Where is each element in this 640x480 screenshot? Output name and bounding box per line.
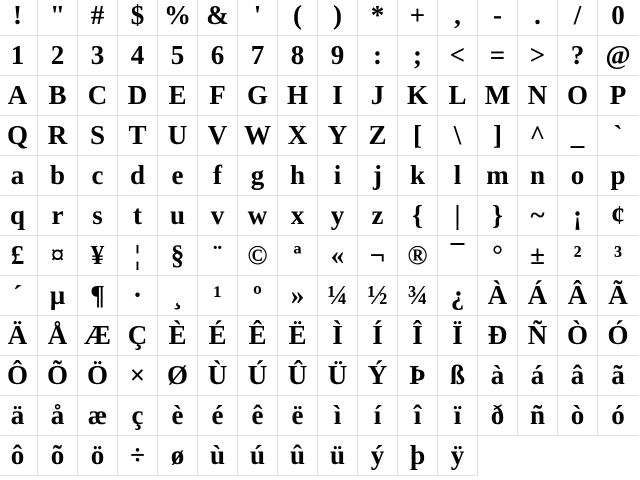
glyph-cell[interactable]: u [158, 196, 198, 236]
glyph-cell[interactable]: ý [358, 436, 398, 476]
glyph-cell[interactable]: K [398, 76, 438, 116]
glyph-cell[interactable]: = [478, 36, 518, 76]
glyph-cell[interactable]: ¤ [38, 236, 78, 276]
glyph-cell[interactable]: Ë [278, 316, 318, 356]
glyph-cell[interactable]: \ [438, 116, 478, 156]
glyph-cell[interactable]: $ [118, 0, 158, 36]
glyph-cell[interactable]: ò [558, 396, 598, 436]
glyph-cell[interactable]: ÷ [118, 436, 158, 476]
glyph-cell[interactable]: Ð [478, 316, 518, 356]
glyph-cell[interactable]: þ [398, 436, 438, 476]
glyph-cell[interactable]: Â [558, 276, 598, 316]
glyph-cell[interactable]: # [78, 0, 118, 36]
glyph-cell[interactable]: ð [478, 396, 518, 436]
glyph-cell[interactable]: Ò [558, 316, 598, 356]
glyph-cell[interactable]: á [518, 356, 558, 396]
glyph-cell[interactable]: ë [278, 396, 318, 436]
glyph-cell[interactable]: H [278, 76, 318, 116]
glyph-cell[interactable]: | [438, 196, 478, 236]
glyph-cell[interactable]: 1 [0, 36, 38, 76]
glyph-cell[interactable]: Ó [598, 316, 638, 356]
glyph-cell[interactable]: Ã [598, 276, 638, 316]
glyph-cell[interactable]: Ø [158, 356, 198, 396]
glyph-cell[interactable]: m [478, 156, 518, 196]
glyph-cell[interactable]: U [158, 116, 198, 156]
glyph-cell[interactable]: ~ [518, 196, 558, 236]
glyph-cell[interactable]: Þ [398, 356, 438, 396]
glyph-cell[interactable]: Ñ [518, 316, 558, 356]
glyph-cell[interactable]: ÿ [438, 436, 478, 476]
glyph-cell[interactable]: ô [0, 436, 38, 476]
glyph-cell[interactable]: i [318, 156, 358, 196]
glyph-cell[interactable]: , [438, 0, 478, 36]
glyph-cell[interactable]: { [398, 196, 438, 236]
glyph-cell[interactable]: D [118, 76, 158, 116]
glyph-cell[interactable]: b [38, 156, 78, 196]
glyph-cell[interactable]: ( [278, 0, 318, 36]
glyph-cell[interactable]: í [358, 396, 398, 436]
glyph-cell[interactable]: e [158, 156, 198, 196]
glyph-cell[interactable]: ¥ [78, 236, 118, 276]
glyph-cell[interactable]: ¦ [118, 236, 158, 276]
glyph-cell[interactable]: 9 [318, 36, 358, 76]
glyph-cell[interactable]: ¡ [558, 196, 598, 236]
glyph-cell[interactable]: ¶ [78, 276, 118, 316]
glyph-cell[interactable]: « [318, 236, 358, 276]
glyph-cell[interactable]: ù [198, 436, 238, 476]
glyph-cell[interactable]: § [158, 236, 198, 276]
glyph-cell[interactable]: d [118, 156, 158, 196]
glyph-cell[interactable]: £ [0, 236, 38, 276]
glyph-cell[interactable]: S [78, 116, 118, 156]
glyph-cell[interactable]: 0 [598, 0, 638, 36]
glyph-cell[interactable]: P [598, 76, 638, 116]
glyph-cell[interactable]: l [438, 156, 478, 196]
glyph-cell[interactable]: é [198, 396, 238, 436]
glyph-cell[interactable]: & [198, 0, 238, 36]
glyph-cell[interactable]: ® [398, 236, 438, 276]
glyph-cell[interactable]: û [278, 436, 318, 476]
glyph-cell[interactable]: É [198, 316, 238, 356]
glyph-cell[interactable]: w [238, 196, 278, 236]
glyph-cell[interactable]: Y [318, 116, 358, 156]
glyph-cell[interactable]: ç [118, 396, 158, 436]
glyph-cell[interactable]: Ï [438, 316, 478, 356]
glyph-cell[interactable]: c [78, 156, 118, 196]
glyph-cell[interactable]: N [518, 76, 558, 116]
glyph-cell[interactable]: ! [0, 0, 38, 36]
glyph-cell[interactable]: W [238, 116, 278, 156]
glyph-cell[interactable]: ´ [0, 276, 38, 316]
glyph-cell[interactable]: î [398, 396, 438, 436]
glyph-cell[interactable]: ì [318, 396, 358, 436]
glyph-cell[interactable]: 4 [118, 36, 158, 76]
glyph-cell[interactable]: I [318, 76, 358, 116]
glyph-cell[interactable]: G [238, 76, 278, 116]
glyph-cell[interactable]: t [118, 196, 158, 236]
glyph-cell[interactable]: ¬ [358, 236, 398, 276]
glyph-cell[interactable]: V [198, 116, 238, 156]
glyph-cell[interactable]: ä [0, 396, 38, 436]
glyph-cell[interactable]: Q [0, 116, 38, 156]
glyph-cell[interactable]: } [478, 196, 518, 236]
glyph-cell[interactable]: ] [478, 116, 518, 156]
glyph-cell[interactable]: _ [558, 116, 598, 156]
glyph-cell[interactable]: 7 [238, 36, 278, 76]
glyph-cell[interactable]: v [198, 196, 238, 236]
glyph-cell[interactable]: ö [78, 436, 118, 476]
glyph-cell[interactable]: ¾ [398, 276, 438, 316]
glyph-cell[interactable]: ' [238, 0, 278, 36]
glyph-cell[interactable]: - [478, 0, 518, 36]
glyph-cell[interactable]: 6 [198, 36, 238, 76]
glyph-cell[interactable]: h [278, 156, 318, 196]
glyph-cell[interactable]: Ç [118, 316, 158, 356]
glyph-cell[interactable]: ü [318, 436, 358, 476]
glyph-cell[interactable]: ê [238, 396, 278, 436]
glyph-cell[interactable]: ¢ [598, 196, 638, 236]
glyph-cell[interactable]: Ü [318, 356, 358, 396]
glyph-cell[interactable]: O [558, 76, 598, 116]
glyph-cell[interactable]: Û [278, 356, 318, 396]
glyph-cell[interactable]: ^ [518, 116, 558, 156]
glyph-cell[interactable]: p [598, 156, 638, 196]
glyph-cell[interactable]: · [118, 276, 158, 316]
glyph-cell[interactable]: ² [558, 236, 598, 276]
glyph-cell[interactable]: ) [318, 0, 358, 36]
glyph-cell[interactable]: k [398, 156, 438, 196]
glyph-cell[interactable]: [ [398, 116, 438, 156]
glyph-cell[interactable]: f [198, 156, 238, 196]
glyph-cell[interactable]: + [398, 0, 438, 36]
glyph-cell[interactable]: È [158, 316, 198, 356]
glyph-cell[interactable]: z [358, 196, 398, 236]
glyph-cell[interactable]: ß [438, 356, 478, 396]
glyph-cell[interactable]: 2 [38, 36, 78, 76]
glyph-cell[interactable]: n [518, 156, 558, 196]
glyph-cell[interactable]: Ú [238, 356, 278, 396]
glyph-cell[interactable]: ¿ [438, 276, 478, 316]
glyph-cell[interactable]: x [278, 196, 318, 236]
glyph-cell[interactable]: R [38, 116, 78, 156]
glyph-cell[interactable]: Í [358, 316, 398, 356]
glyph-cell[interactable]: â [558, 356, 598, 396]
glyph-cell[interactable]: : [358, 36, 398, 76]
glyph-cell[interactable]: © [238, 236, 278, 276]
glyph-cell[interactable]: ? [558, 36, 598, 76]
glyph-cell[interactable]: Ý [358, 356, 398, 396]
glyph-cell[interactable]: J [358, 76, 398, 116]
glyph-cell[interactable]: Î [398, 316, 438, 356]
glyph-cell[interactable]: Ö [78, 356, 118, 396]
glyph-cell[interactable]: 5 [158, 36, 198, 76]
glyph-cell[interactable]: L [438, 76, 478, 116]
glyph-cell[interactable]: ¯ [438, 236, 478, 276]
glyph-cell[interactable]: j [358, 156, 398, 196]
glyph-cell[interactable]: ³ [598, 236, 638, 276]
glyph-cell[interactable]: ã [598, 356, 638, 396]
glyph-cell[interactable]: ¹ [198, 276, 238, 316]
glyph-cell[interactable]: ú [238, 436, 278, 476]
glyph-cell[interactable]: 3 [78, 36, 118, 76]
glyph-cell[interactable]: @ [598, 36, 638, 76]
glyph-cell[interactable]: ° [478, 236, 518, 276]
glyph-cell[interactable]: Ù [198, 356, 238, 396]
glyph-cell[interactable]: . [518, 0, 558, 36]
glyph-cell[interactable]: ¼ [318, 276, 358, 316]
glyph-cell[interactable]: > [518, 36, 558, 76]
glyph-cell[interactable]: / [558, 0, 598, 36]
glyph-cell[interactable]: à [478, 356, 518, 396]
glyph-cell[interactable]: X [278, 116, 318, 156]
glyph-cell[interactable]: M [478, 76, 518, 116]
glyph-cell[interactable]: < [438, 36, 478, 76]
glyph-cell[interactable]: å [38, 396, 78, 436]
glyph-cell[interactable]: ` [598, 116, 638, 156]
glyph-cell[interactable]: % [158, 0, 198, 36]
glyph-cell[interactable]: Z [358, 116, 398, 156]
glyph-cell[interactable]: Ä [0, 316, 38, 356]
glyph-cell[interactable]: ø [158, 436, 198, 476]
glyph-cell[interactable]: ï [438, 396, 478, 436]
glyph-cell[interactable]: Æ [78, 316, 118, 356]
glyph-cell[interactable]: À [478, 276, 518, 316]
glyph-cell[interactable]: µ [38, 276, 78, 316]
glyph-cell[interactable]: y [318, 196, 358, 236]
glyph-cell[interactable]: o [558, 156, 598, 196]
glyph-cell[interactable]: r [38, 196, 78, 236]
glyph-cell[interactable]: B [38, 76, 78, 116]
glyph-cell[interactable]: Á [518, 276, 558, 316]
glyph-cell[interactable]: q [0, 196, 38, 236]
glyph-cell[interactable]: è [158, 396, 198, 436]
glyph-cell[interactable]: ñ [518, 396, 558, 436]
glyph-cell[interactable]: ; [398, 36, 438, 76]
glyph-cell[interactable]: " [38, 0, 78, 36]
glyph-cell[interactable]: T [118, 116, 158, 156]
glyph-cell[interactable]: õ [38, 436, 78, 476]
glyph-cell[interactable]: a [0, 156, 38, 196]
glyph-cell[interactable]: A [0, 76, 38, 116]
glyph-cell[interactable]: s [78, 196, 118, 236]
glyph-cell[interactable]: » [278, 276, 318, 316]
glyph-cell[interactable]: Ô [0, 356, 38, 396]
glyph-cell[interactable]: ¸ [158, 276, 198, 316]
glyph-cell[interactable]: º [238, 276, 278, 316]
glyph-cell[interactable]: E [158, 76, 198, 116]
glyph-cell[interactable]: Å [38, 316, 78, 356]
glyph-cell[interactable]: Ì [318, 316, 358, 356]
glyph-cell[interactable]: ± [518, 236, 558, 276]
glyph-cell[interactable]: Ê [238, 316, 278, 356]
glyph-cell[interactable]: F [198, 76, 238, 116]
glyph-cell[interactable]: Õ [38, 356, 78, 396]
glyph-cell[interactable]: ½ [358, 276, 398, 316]
glyph-cell[interactable]: 8 [278, 36, 318, 76]
glyph-cell[interactable]: C [78, 76, 118, 116]
glyph-cell[interactable]: ¨ [198, 236, 238, 276]
glyph-cell[interactable]: × [118, 356, 158, 396]
glyph-cell[interactable]: ó [598, 396, 638, 436]
glyph-cell[interactable]: ª [278, 236, 318, 276]
glyph-cell[interactable]: g [238, 156, 278, 196]
glyph-cell[interactable]: * [358, 0, 398, 36]
glyph-cell[interactable]: æ [78, 396, 118, 436]
